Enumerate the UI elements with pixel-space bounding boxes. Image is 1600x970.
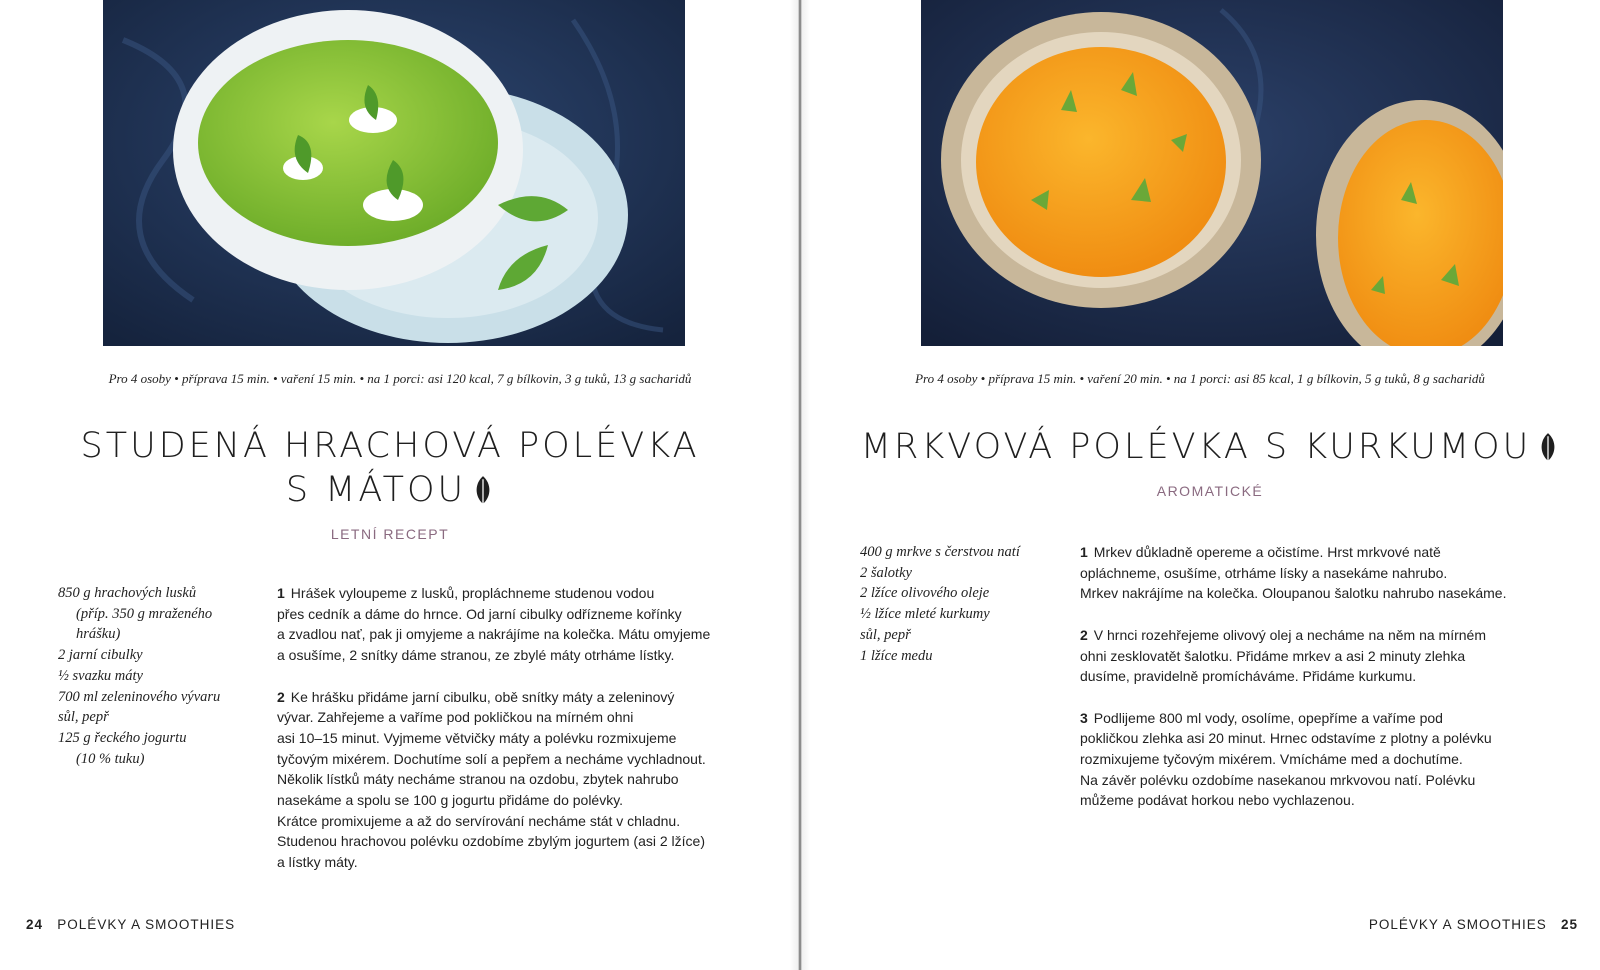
ingredient-item: 125 g řeckého jogurtu [58,729,187,746]
recipe-meta: Pro 4 osoby • příprava 15 min. • vaření 15 min. • na 1 porci: asi 120 kcal, 7 g bílkovin, 3 g tuků, 13 g sacharidů [108,371,692,386]
ingredient-item: 850 g hrachových lusků [58,585,197,601]
ingredients-list [860,542,1020,666]
recipe-meta: Pro 4 osoby • příprava 15 min. • vaření 20 min. • na 1 porci: asi 85 kcal, 1 g bílkovin, 5 g tuků, 8 g sacharidů [915,371,1485,386]
step-1: 1 Hrášek vyloupeme z lusků, propláchneme studenou vodou přes cedník a dáme do hrnce. Od jarní cibulky odřízneme kořínky a zvadlou nať, pak ji omyjeme a nakrájíme na kolečka. Mátu omyjeme a osušíme, 2 snítky dáme stranou, ze zbylé máty otrháme lístky. [277,585,711,664]
instructions [1080,542,1506,832]
leaf-icon [1537,432,1559,464]
recipe-title: MRKVOVÁ POLÉVKA S KURKUMOU [820,425,1600,469]
step-number: 1 [277,585,285,601]
step-1: 1 Mrkev důkladně opereme a očistíme. Hrst mrkvové natě opláchneme, osušíme, otrháme lísky a nasekáme nahrubo. Mrkev nakrájíme na kolečka. Oloupanou šalotku nahrubo nasekáme. [1080,544,1507,602]
step-number: 1 [1080,544,1088,560]
ingredient-item: ½ svazku máty [58,667,143,684]
book-spine [790,0,810,970]
step-number: 2 [1080,626,1088,643]
page-footer [26,917,235,932]
carrot-soup-photo [921,0,1503,346]
title-line-2: S MÁTOU [285,470,467,510]
ingredient-item: sůl, pepř [58,709,109,726]
ingredient-item: 2 jarní cibulky [58,647,143,664]
pea-soup-photo [103,0,685,346]
page-number: 25 [1560,917,1578,932]
section-name: POLÉVKY A SMOOTHIES [57,917,236,932]
instructions [277,583,710,894]
ingredient-item: 700 ml zeleninového vývaru [58,688,221,705]
page-number: 24 [26,917,44,932]
ingredient-item: (příp. 350 g mraženého [76,605,213,622]
section-name: POLÉVKY A SMOOTHIES [1368,917,1547,932]
ingredient-item: 1 lžíce medu [860,647,933,664]
step-2: 2 V hrnci rozehřejeme olivový olej a necháme na něm na mírném ohni zesklovatět šalotku. Přidáme mrkev a asi 2 minuty zlehka dusíme, pravidelně promícháváme. Přidáme kurkumu. [1080,626,1486,685]
recipe-subtitle: AROMATICKÉ [1156,483,1264,499]
leaf-icon [472,475,494,507]
recipe-subtitle: LETNÍ RECEPT [330,526,450,542]
right-page [800,0,1600,970]
ingredient-item: ½ lžíce mleté kurkumy [860,606,990,623]
ingredients-list [58,583,220,769]
step-2: 2 Ke hrášku přidáme jarní cibulku, obě snítky máty a zeleninový vývar. Zahřejeme a vaříme pod pokličkou na mírném ohni asi 10–15 minut. Vyjmeme větvičky máty a polévku rozmixujeme tyčovým mixérem. Dochutíme solí a pepřem a necháme vychladnout. Několik lístků máty necháme stranou na ozdobu, zbytek nahrubo nasekáme a spolu se 100 g jogurtu přidáme do polévky. Krátce promixujeme a až do servírování necháme stát v chladnu. Studenou hrachovou polévku ozdobíme zbylým jogurtem (asi 2 lžíce) a lístky máty. [277,688,706,871]
ingredient-item: hrášku) [76,626,121,643]
ingredient-item: 400 g mrkve s čerstvou natí [860,544,1020,560]
recipe-title [0,424,780,512]
ingredient-item: 2 šalotky [860,564,912,581]
title-line-1: STUDENÁ HRACHOVÁ POLÉVKA [80,426,700,466]
ingredient-item: sůl, pepř [860,626,911,643]
step-number: 2 [277,688,285,705]
step-3: 3 Podlijeme 800 ml vody, osolíme, opepříme a vaříme pod pokličkou zlehka asi 20 minut. Hrnec odstavíme z plotny a polévku rozmixujeme tyčovým mixérem. Vmícháme med a dochutíme. Na závěr polévku ozdobíme nasekanou mrkvovou natí. Polévku můžeme podávat horkou nebo vychlazenou. [1080,709,1492,809]
ingredient-item: 2 lžíce olivového oleje [860,585,990,602]
ingredient-item: (10 % tuku) [76,750,145,767]
page-footer [1369,917,1578,932]
step-number: 3 [1080,709,1088,726]
